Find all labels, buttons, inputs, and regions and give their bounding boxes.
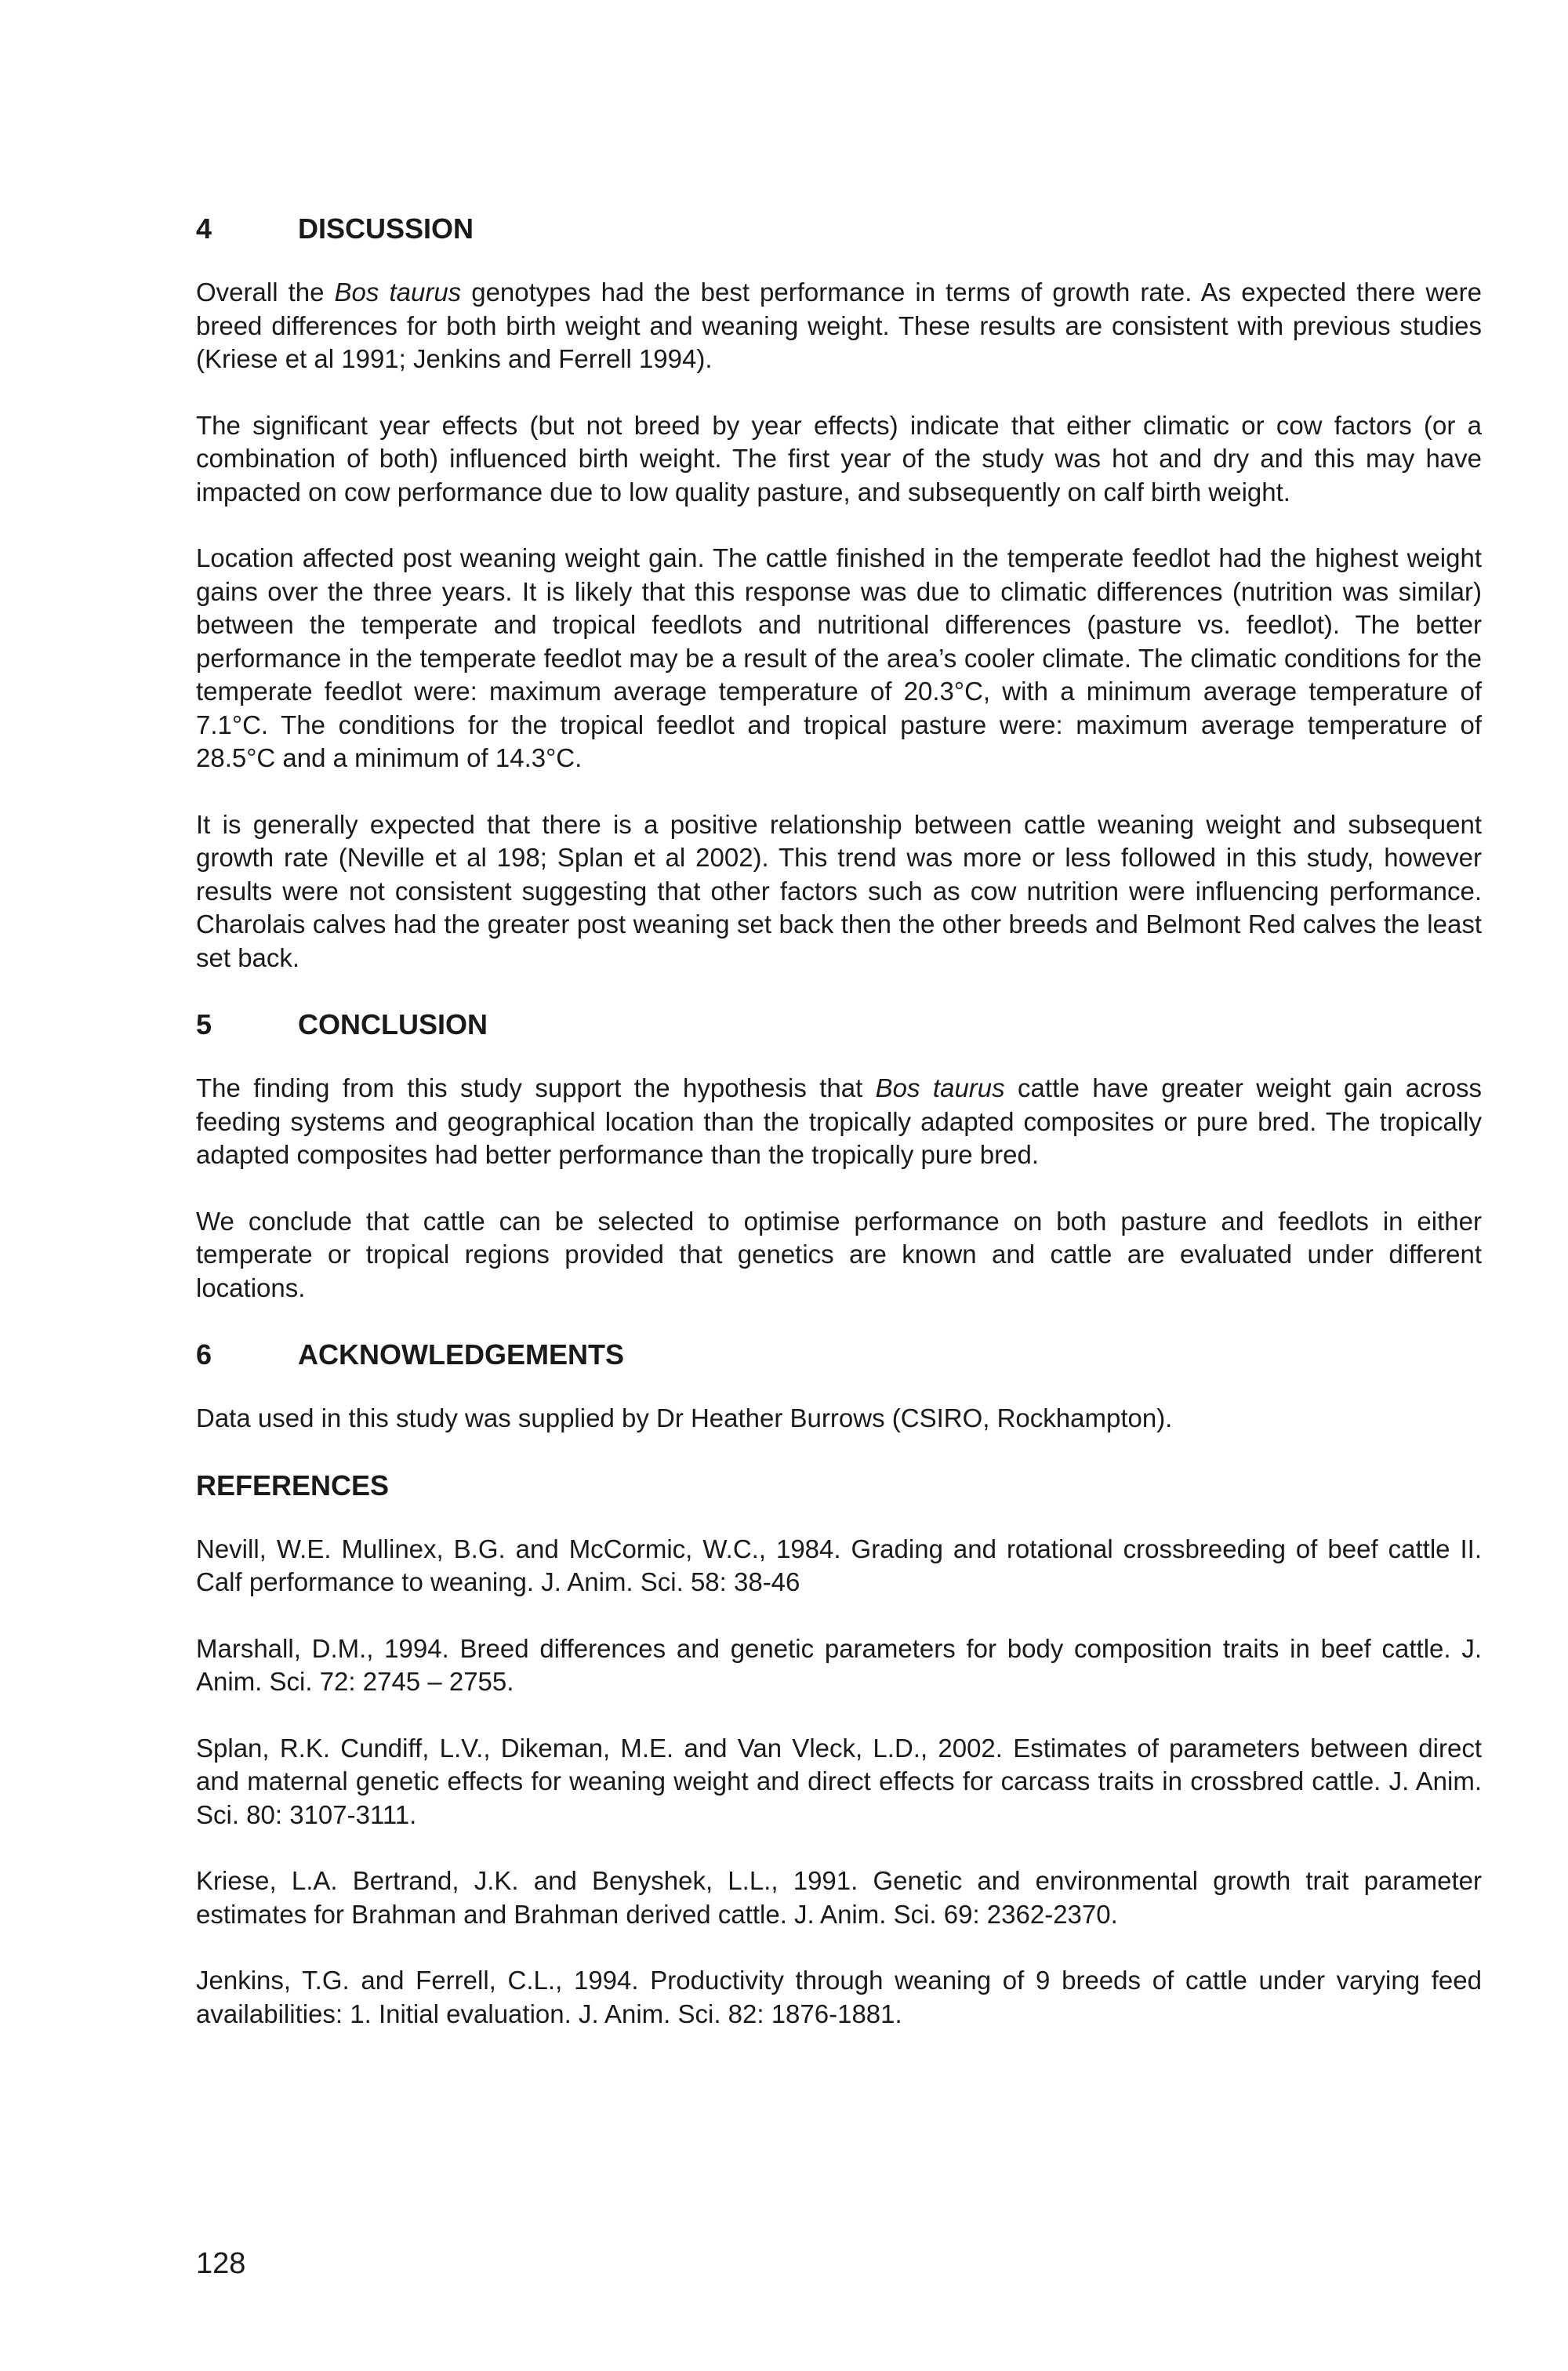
section-heading [196,212,1482,246]
paragraph: Location affected post weaning weight gain. The cattle finished in the temperate feedlot had the highest weight gains over the three years. It is likely that this response was due to climatic differences (nutrition was similar) between the temperate and tropical feedlots and nutritional differences (pasture vs. feedlot). The better performance in the temperate feedlot may be a result of the area’s cooler climate. The climatic conditions for the temperate feedlot were: maximum average temperature of 20.3°C, with a minimum average temperature of 7.1°C. The conditions for the tropical feedlot and tropical pasture were: maximum average temperature of 28.5°C and a minimum of 14.3°C. [196,543,1482,772]
section-number: 6 [196,1338,212,1371]
section-title: CONCLUSION [298,1008,488,1040]
section-conclusion [196,1008,1482,1305]
paragraph: We conclude that cattle can be selected to optimise performance on both pasture and feedlots in either temperate or tropical regions provided that genetics are known and cattle are evaluated under different locations. [196,1206,1482,1302]
section-title: DISCUSSION [298,212,474,245]
reference-item: Marshall, D.M., 1994. Breed differences and genetic parameters for body composition traits in beef cattle. J. Anim. Sci. 72: 2745 – 2755. [196,1633,1482,1696]
reference-item: Jenkins, T.G. and Ferrell, C.L., 1994. Productivity through weaning of 9 breeds of cattle under varying feed availabilities: 1. Initial evaluation. J. Anim. Sci. 82: 1876-1881. [196,1966,1482,2028]
reference-item: Splan, R.K. Cundiff, L.V., Dikeman, M.E. and Van Vleck, L.D., 2002. Estimates of parameters between direct and maternal genetic effects for weaning weight and direct effects for carcass traits in crossbred cattle. J. Anim. Sci. 80: 3107-3111. [196,1733,1482,1829]
reference-item: Kriese, L.A. Bertrand, J.K. and Benyshek, L.L., 1991. Genetic and environmental growth trait parameter estimates for Brahman and Brahman derived cattle. J. Anim. Sci. 69: 2362-2370. [196,1866,1482,1929]
paragraph: The finding from this study support the hypothesis that Bos taurus cattle have greater weight gain across feeding systems and geographical location than the tropically adapted composites or pure bred. The tropically adapted composites had better performance than the tropically pure bred. [196,1073,1483,1169]
page-number: 128 [196,2247,246,2280]
section-number: 4 [196,212,212,245]
section-acknowledgements [196,1338,1482,1436]
section-number: 5 [196,1008,212,1040]
italic-species: Bos taurus [334,278,462,307]
paragraph: The significant year effects (but not breed by year effects) indicate that either climatic or cow factors (or a combination of both) influenced birth weight. The first year of the study was hot and dry and this may have impacted on cow performance due to low quality pasture, and subsequently on calf birth weight. [196,410,1482,507]
reference-item: Nevill, W.E. Mullinex, B.G. and McCormic, W.C., 1984. Grading and rotational crossbreeding of beef cattle II. Calf performance to weaning. J. Anim. Sci. 58: 38-46 [196,1534,1482,1596]
paragraph: It is generally expected that there is a positive relationship between cattle weaning weight and subsequent growth rate (Neville et al 198; Splan et al 2002). This trend was more or less followed in this study, however results were not consistent suggesting that other factors such as cow nutrition were influencing performance. Charolais calves had the greater post weaning set back then the other breeds and Belmont Red calves the least set back. [196,809,1482,972]
references-heading: REFERENCES [196,1469,390,1501]
italic-species: Bos taurus [875,1073,1005,1102]
page-content [196,212,1482,2064]
section-heading [196,1008,1482,1042]
paragraph: Data used in this study was supplied by Dr Heather Burrows (CSIRO, Rockhampton). [196,1403,1173,1432]
section-references [196,1469,1482,2032]
paragraph: Overall the Bos taurus genotypes had the best performance in terms of growth rate. As expected there were breed differences for both birth weight and weaning weight. These results are consistent with previous studies (Kriese et al 1991; Jenkins and Ferrell 1994). [196,278,1482,373]
section-title: ACKNOWLEDGEMENTS [298,1338,624,1371]
section-discussion [196,212,1482,975]
section-heading [196,1338,1482,1372]
